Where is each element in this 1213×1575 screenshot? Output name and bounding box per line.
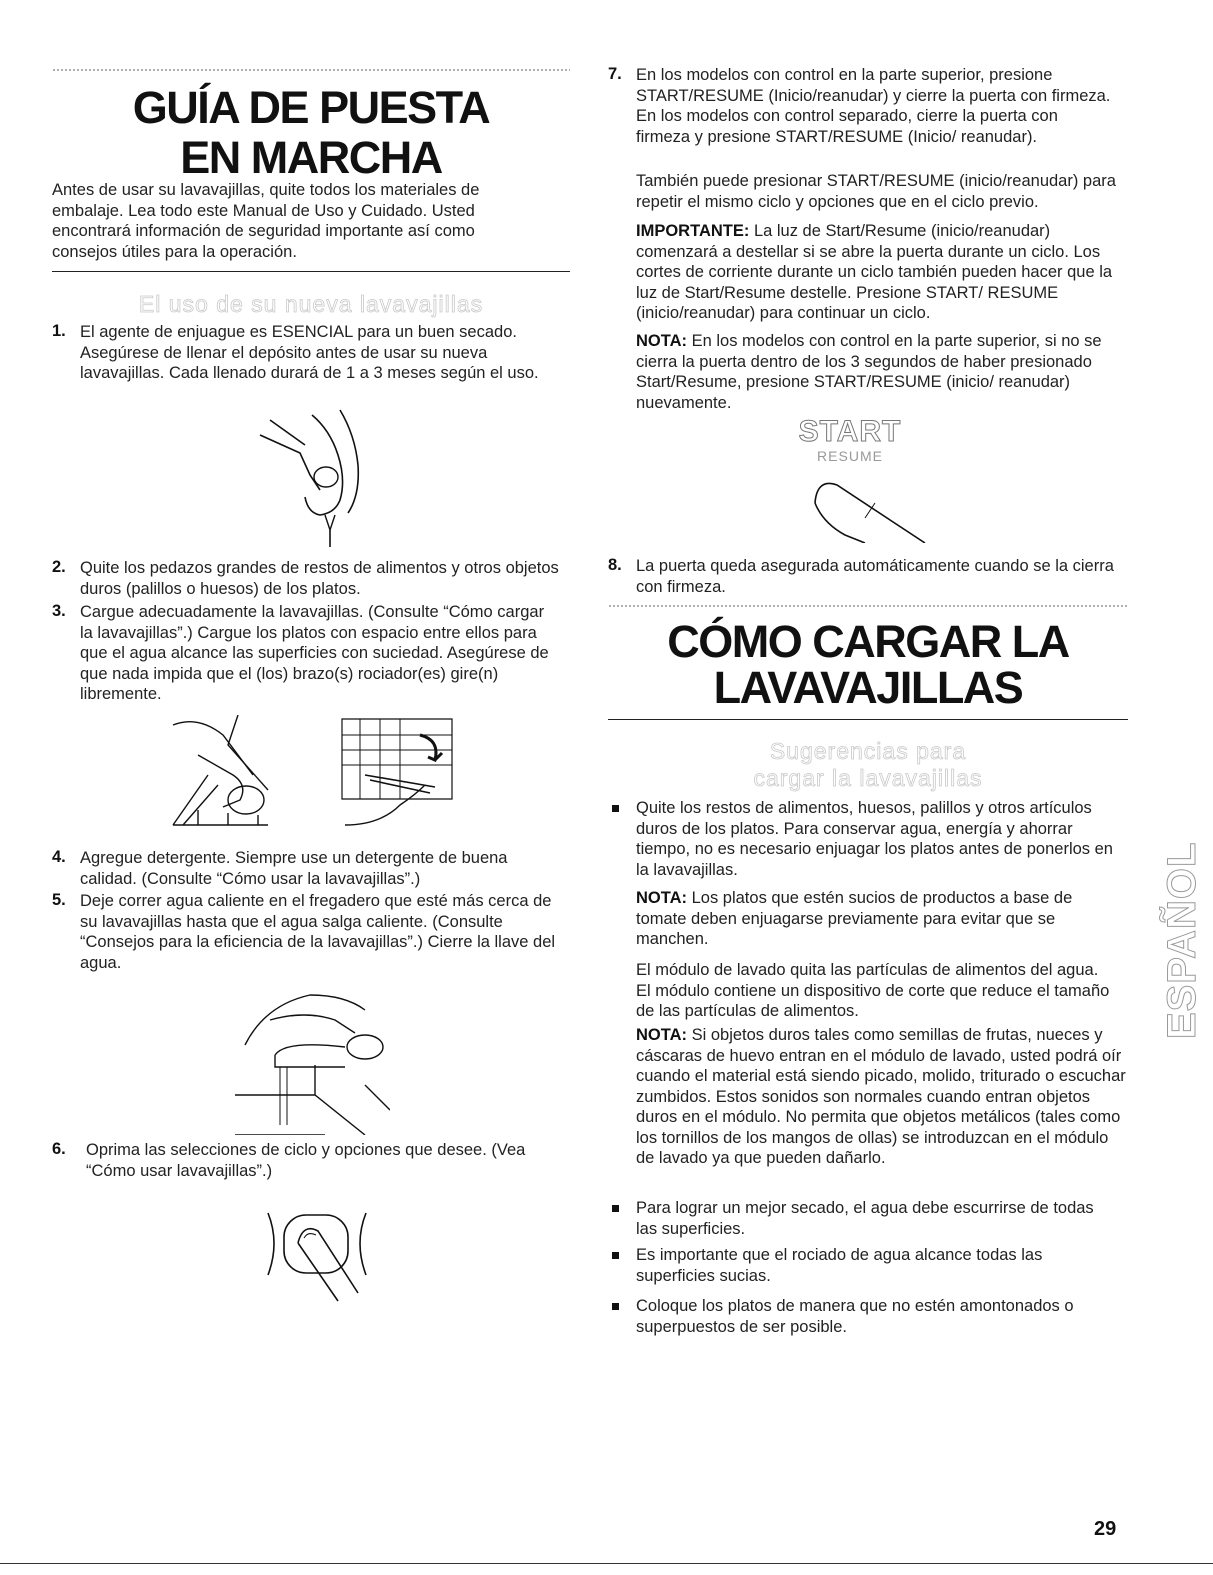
step-3-text: Cargue adecuadamente la lavavajillas. (Consulte “Cómo cargar la lavavajillas”.) Cargue los platos con espacio entre ellos para que el agua alcance las superficies con suciedad. Asegúrese de que nada impida que el (los) brazo(s) rociador(es) gire(n) libremente. bbox=[80, 603, 549, 703]
language-side-tab: ESPAÑOL bbox=[1160, 841, 1204, 1039]
step-4-text: Agregue detergente. Siempre use un detergente de buena calidad. (Consulte “Cómo usar la lavavajillas”.) bbox=[80, 849, 508, 888]
bullet-marker bbox=[612, 1252, 619, 1259]
bullet-marker bbox=[612, 1303, 619, 1310]
bullet-marker bbox=[612, 805, 619, 812]
step-7-extra-text: También puede presionar START/RESUME (inicio/reanudar) para repetir el mismo ciclo y opciones que en el ciclo previo. bbox=[636, 172, 1116, 211]
top-dotted-rule-left bbox=[52, 68, 570, 72]
intro-paragraph: Antes de usar su lavavajillas, quite todos los materiales de embalaje. Lea todo este Manual de Uso y Cuidado. Usted encontrará información de seguridad importante así como consejos útiles para la operación. bbox=[52, 181, 480, 261]
subheading-uso: El uso de su nueva lavavajillas bbox=[138, 291, 484, 317]
step-number: 8. bbox=[608, 556, 622, 574]
resume-label: RESUME bbox=[817, 448, 883, 464]
bullet-1-text: Quite los restos de alimentos, huesos, palillos y otros artículos duros de los platos. Para conservar agua, energía y ahorrar tiempo, no es necesario enjuagar los platos antes de ponerlos en la lavavajillas. bbox=[636, 799, 1113, 879]
step-number: 6. bbox=[52, 1140, 66, 1158]
step-number: 7. bbox=[608, 65, 622, 83]
step-1-text: El agente de enjuague es ESENCIAL para un buen secado. Asegúrese de llenar el depósito antes de usar su nueva lavavajillas. Cada llenado durará de 1 a 3 meses según el uso. bbox=[80, 323, 539, 382]
nota-label: NOTA: bbox=[636, 332, 688, 350]
nota-text: Los platos que estén sucios de productos a base de tomate deben enjuagarse previamente para evitar que se manchen. bbox=[636, 889, 1073, 948]
bullet-2-text: Para lograr un mejor secado, el agua debe escurrirse de todas las superficies. bbox=[636, 1199, 1094, 1238]
step-number: 2. bbox=[52, 558, 66, 576]
section-rule-right bbox=[608, 719, 1128, 720]
important-label: IMPORTANTE: bbox=[636, 222, 750, 240]
step-2-text: Quite los pedazos grandes de restos de alimentos y otros objetos duros (palillos o huesos) de los platos. bbox=[80, 559, 559, 598]
nota-top-control bbox=[636, 331, 1121, 413]
modulo-paragraph: El módulo de lavado quita las partículas de alimentos del agua. El módulo contiene un dispositivo de corte que reduce el tamaño de las partículas de alimentos. bbox=[636, 961, 1110, 1020]
subheading-sugerencias-line2: cargar la lavavajillas bbox=[753, 765, 983, 791]
step-number: 5. bbox=[52, 891, 66, 909]
nota-label: NOTA: bbox=[636, 889, 688, 907]
step-5-text: Deje correr agua caliente en el fregadero que esté más cerca de su lavavajillas hasta que el agua salga caliente. (Consulte “Consejos para la eficiencia de la lavavajillas”.) Cierre la llave del agua. bbox=[80, 892, 556, 972]
title-como-cargar-line2: LAVAVAJILLAS bbox=[713, 662, 1023, 713]
loading-plates-illustration bbox=[168, 715, 278, 830]
nota-tomate bbox=[636, 888, 1111, 950]
nota-label: NOTA: bbox=[636, 1026, 688, 1044]
subheading-sugerencias-line1: Sugerencias para bbox=[769, 738, 967, 764]
step-number: 3. bbox=[52, 602, 66, 620]
step-7-text: En los modelos con control en la parte superior, presione START/RESUME (Inicio/reanudar) y cierre la puerta con firmeza. En los modelos con control separado, cierre la puerta con firmeza y presione START/RESUME (Inicio/ reanudar). bbox=[636, 66, 1111, 146]
step-number: 4. bbox=[52, 848, 66, 866]
cycle-button-illustration bbox=[258, 1203, 378, 1303]
nota-objetos-duros bbox=[636, 1025, 1128, 1169]
nota-text: Si objetos duros tales como semillas de frutas, nueces y cáscaras de huevo entran en el módulo de lavado, usted podrá oír cuando el material está siendo picado, molido, triturado o escuchar zumbidos. Estos sonidos son normales cuando entran objetos duros en el módulo. No permita que objetos metálicos (tales como los tornillos de los mangos de ollas) se introduzcan en el módulo de lavado ya que pueden dañarlo. bbox=[636, 1026, 1126, 1167]
page-number: 29 bbox=[1094, 1518, 1117, 1540]
important-text: La luz de Start/Resume (inicio/reanudar) comenzará a destellar si se abre la puerta durante un ciclo. Los cortes de corriente durante un ciclo también pueden hacer que la luz de Start/Resume destelle. Presione START/ RESUME (inicio/reanudar) para continuar un ciclo. bbox=[636, 222, 1113, 322]
bottom-rule bbox=[0, 1563, 1213, 1564]
title-guia-line2: EN MARCHA bbox=[180, 132, 442, 183]
start-resume-button-illustration bbox=[750, 415, 950, 545]
nota-text: En los modelos con control en la parte superior, si no se cierra la puerta dentro de los 3 segundos de haber presionado Start/Resume, presione START/RESUME (inicio/ reanudar) nuevamente. bbox=[636, 332, 1102, 412]
step-number: 1. bbox=[52, 322, 66, 340]
spray-arm-illustration bbox=[340, 715, 455, 830]
start-label: START bbox=[798, 415, 902, 448]
pressing-finger-icon bbox=[805, 473, 935, 543]
title-guia-line1: GUÍA DE PUESTA bbox=[132, 82, 490, 133]
section-rule-left bbox=[52, 271, 570, 272]
step-6-text: Oprima las selecciones de ciclo y opciones que desee. (Vea “Cómo usar lavavajillas”.) bbox=[86, 1141, 526, 1180]
bullet-3-text: Es importante que el rociado de agua alcance todas las superficies sucias. bbox=[636, 1246, 1043, 1285]
rinse-aid-bottle-illustration bbox=[250, 405, 375, 550]
title-como-cargar-line1: CÓMO CARGAR LA bbox=[667, 616, 1069, 667]
important-note bbox=[636, 221, 1116, 324]
dotted-rule-right bbox=[608, 604, 1128, 608]
faucet-illustration bbox=[225, 985, 390, 1135]
bullet-marker bbox=[612, 1205, 619, 1212]
step-8-text: La puerta queda asegurada automáticamente cuando se la cierra con firmeza. bbox=[636, 557, 1114, 596]
bullet-4-text: Coloque los platos de manera que no estén amontonados o superpuestos de ser posible. bbox=[636, 1297, 1074, 1336]
